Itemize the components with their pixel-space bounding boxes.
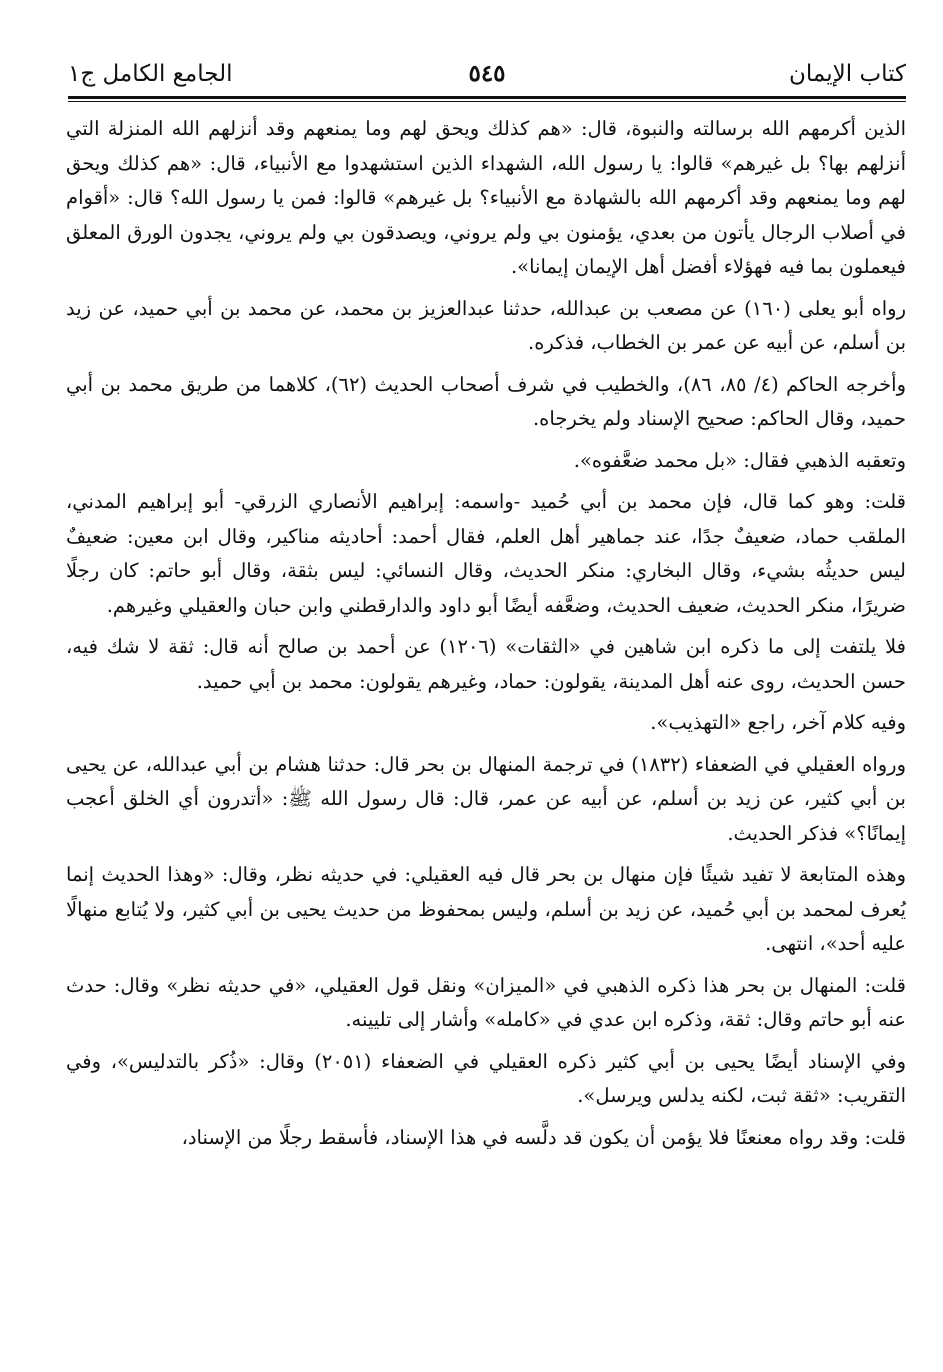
volume-title: الجامع الكامل ج١ [68, 61, 233, 87]
paragraph: فلا يلتفت إلى ما ذكره ابن شاهين في «الثقات» (١٢٠٦) عن أحمد بن صالح أنه قال: ثقة لا شك فيه، حسن الحديث، روى عنه أهل المدينة، يقولون: حماد، وغيرهم يقولون: محمد بن أبي حميد. [66, 635, 906, 693]
body-text [66, 112, 906, 1162]
paragraph: وتعقبه الذهبي فقال: «بل محمد ضعَّفوه». [573, 448, 906, 472]
paragraph: الذين أكرمهم الله برسالته والنبوة، قال: «هم كذلك ويحق لهم وما يمنعهم وقد أنزلهم الله المنزلة التي أنزلهم بها؟ بل غيرهم» قالوا: يا رسول الله، الشهداء الذين استشهدوا مع الأنبياء، قال: «هم كذلك ويحق لهم وما يمنعهم وقد أكرمهم الله بالشهادة مع الأنبياء؟ بل غيرهم» قالوا: فمن يا رسول الله؟ قال: «أقوام في أصلاب الرجال يأتون من بعدي، يؤمنون بي ولم يروني، ويصدقون بي ولم يروني، يجدون الورق المعلق فيعملون بما فيه فهؤلاء أفضل أهل الإيمان إيمانا». [66, 117, 906, 278]
paragraph: قلت: المنهال بن بحر هذا ذكره الذهبي في «الميزان» ونقل قول العقيلي، «في حديثه نظر» وقال: حدث عنه أبو حاتم وقال: ثقة، وذكره ابن عدي في «كامله» وأشار إلى تليينه. [66, 973, 906, 1031]
paragraph: رواه أبو يعلى (١٦٠) عن مصعب بن عبدالله، حدثنا عبدالعزيز بن محمد، عن محمد بن أبي حميد، عن زيد بن أسلم، عن أبيه عن عمر بن الخطاب، فذكره. [66, 296, 906, 354]
header-rule-thin [68, 101, 906, 102]
paragraph: وفي الإسناد أيضًا يحيى بن أبي كثير ذكره العقيلي في الضعفاء (٢٠٥١) وقال: «ذُكر بالتدليس»، وفي التقريب: «ثقة ثبت، لكنه يدلس ويرسل». [66, 1049, 906, 1107]
running-header [68, 54, 906, 94]
paragraph: وأخرجه الحاكم (٤/ ٨٥، ٨٦)، والخطيب في شرف أصحاب الحديث (٦٢)، كلاهما من طريق محمد بن أبي حميد، وقال الحاكم: صحيح الإسناد ولم يخرجاه. [66, 372, 906, 430]
paragraph: وفيه كلام آخر، راجع «التهذيب». [650, 711, 906, 734]
page-number: ٥٤٥ [468, 60, 506, 87]
header-rule [68, 96, 906, 99]
paragraph: ورواه العقيلي في الضعفاء (١٨٣٢) في ترجمة المنهال بن بحر قال: حدثنا هشام بن أبي عبدالله، عن يحيى بن أبي كثير، عن زيد بن أسلم، عن أبيه عن عمر، قال: قال رسول الله ﷺ: «أتدرون أي الخلق أعجب إيمانًا؟» فذكر الحديث. [66, 752, 906, 845]
book-title: كتاب الإيمان [789, 61, 906, 87]
paragraph: قلت: وهو كما قال، فإن محمد بن أبي حُميد -واسمه: إبراهيم الأنصاري الزرقي- أبو إبراهيم المدني، الملقب حماد، ضعيفٌ جدًا، عند جماهير أهل العلم، فقال أحمد: أحاديثه مناكير، وقال ابن معين: ضعيفٌ ليس حديثُه بشيء، وقال البخاري: منكر الحديث، وقال النسائي: ليس بثقة، وقال أبو حاتم: كان رجلًا ضريرًا، منكر الحديث، ضعيف الحديث، وضعَّفه أيضًا أبو داود والدارقطني وابن حبان والعقيلي وغيرهم. [66, 490, 906, 617]
paragraph: وهذه المتابعة لا تفيد شيئًا فإن منهال بن بحر قال فيه العقيلي: في حديثه نظر، وقال: «وهذا الحديث إنما يُعرف لمحمد بن أبي حُميد، عن زيد بن أسلم، وليس بمحفوظ من حديث يحيى بن أبي كثير، ولا يُتابع منهالًا عليه أحد»، انتهى. [66, 863, 906, 955]
paragraph: قلت: وقد رواه معنعنًا فلا يؤمن أن يكون قد دلَّسه في هذا الإسناد، فأسقط رجلًا من الإسناد، [181, 1125, 906, 1149]
